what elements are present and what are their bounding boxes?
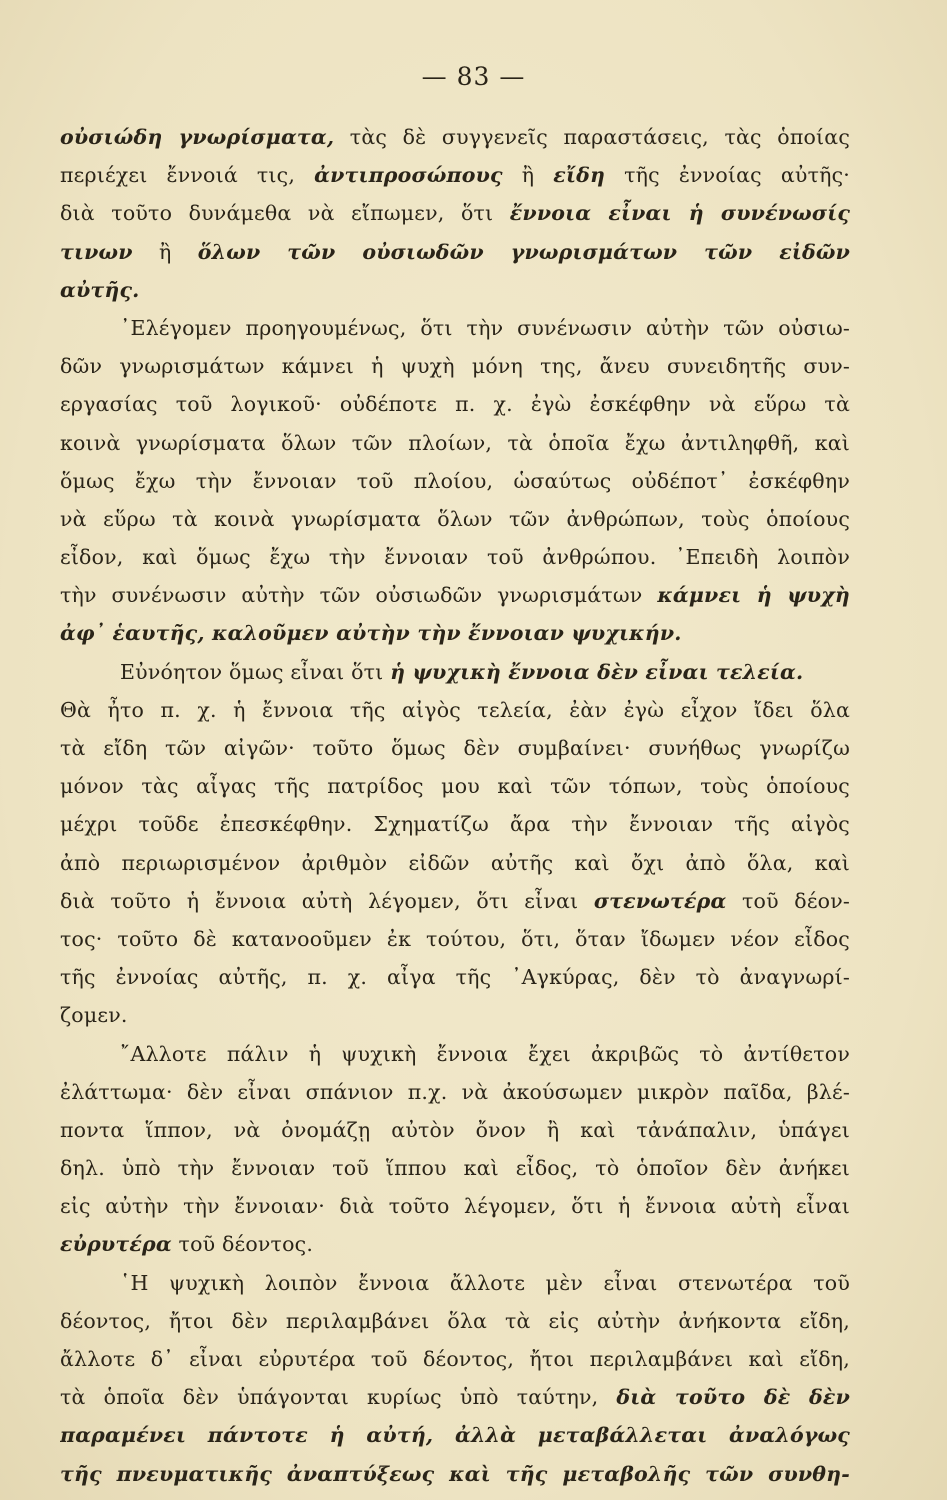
text-line <box>60 1225 850 1263</box>
text-segment: ῎Αλλοτε πάλιν ἡ ψυχικὴ ἔννοια ἔχει ἀκριβῶς τὸ ἀντίθετον <box>120 1041 850 1066</box>
text-segment: ζομεν. <box>60 1003 128 1028</box>
emphasized-text: κάμνει ἡ ψυχὴ <box>657 583 850 608</box>
emphasized-text: τῆς πνευματικῆς ἀναπτύξεως καὶ τῆς μεταβολῆς τῶν συνθη- <box>60 1461 850 1486</box>
emphasized-text: εὐρυτέρα <box>60 1232 172 1257</box>
text-segment: τὴν συνένωσιν αὐτὴν τῶν οὐσιωδῶν γνωρισμάτων <box>60 583 658 608</box>
text-line <box>60 424 850 462</box>
text-segment: εἰς αὐτὴν τὴν ἔννοιαν· διὰ τοῦτο λέγομεν, ὅτι ἡ ἔννοια αὐτὴ εἶναι <box>60 1194 850 1219</box>
emphasized-text: διὰ τοῦτο δὲ δὲν <box>616 1385 850 1410</box>
text-line <box>60 920 850 958</box>
text-line <box>60 385 850 423</box>
text-segment: ᾽Ελέγομεν προηγουμένως, ὅτι τὴν συνένωσιν αὐτὴν τῶν οὐσιω- <box>120 315 850 340</box>
text-segment: ἢ <box>502 163 554 188</box>
emphasized-text: ἔννοια εἶναι ἡ συνένωσίς <box>509 201 850 226</box>
text-line <box>60 538 850 576</box>
emphasized-text: ἀφ᾽ ἑαυτῆς, καλοῦμεν αὐτὴν τὴν ἔννοιαν ψυχικήν. <box>60 621 682 646</box>
text-segment: εἶδον, καὶ ὅμως ἔχω τὴν ἔννοιαν τοῦ ἀνθρώπου. ᾽Επειδὴ λοιπὸν <box>60 545 850 570</box>
text-segment: ὅμως ἔχω τὴν ἔννοιαν τοῦ πλοίου, ὡσαύτως οὐδέποτ᾽ ἐσκέφθην <box>60 468 850 493</box>
emphasized-text: αὐτῆς. <box>60 277 140 302</box>
text-line <box>60 271 850 309</box>
text-line <box>60 156 850 194</box>
text-line <box>60 233 850 271</box>
text-segment: εργασίας τοῦ λογικοῦ· οὐδέποτε π. χ. ἐγὼ ἐσκέφθην νὰ εὕρω τὰ <box>60 392 850 417</box>
text-line <box>60 844 850 882</box>
text-line <box>60 347 850 385</box>
text-line <box>60 309 850 347</box>
text-line <box>60 1035 850 1073</box>
text-line <box>60 614 850 652</box>
emphasized-text: στενωτέρα <box>593 888 727 913</box>
text-line <box>60 729 850 767</box>
text-segment: ῾Η ψυχικὴ λοιπὸν ἔννοια ἄλλοτε μὲν εἶναι στενωτέρα τοῦ <box>120 1270 850 1295</box>
text-line <box>60 691 850 729</box>
text-segment: ποντα ἵππον, νὰ ὀνομάζῃ αὐτὸν ὄνον ἢ καὶ τἀνάπαλιν, ὑπάγει <box>60 1117 850 1142</box>
text-segment: τῆς ἐννοίας αὐτῆς, π. χ. αἶγα τῆς ᾽Αγκύρας, δὲν τὸ ἀναγνωρί- <box>60 965 850 990</box>
text-segment: τὰς δὲ συγγενεῖς παραστάσεις, τὰς ὁποίας <box>334 125 850 149</box>
text-line <box>60 882 850 920</box>
text-segment: τὰ εἴδη τῶν αἰγῶν· τοῦτο ὅμως δὲν συμβαίνει· συνήθως γνωρίζω <box>60 736 850 760</box>
text-line <box>60 1302 850 1340</box>
text-segment: μόνον τὰς αἶγας τῆς πατρίδος μου καὶ τῶν τόπων, τοὺς ὁποίους <box>60 774 850 799</box>
text-line <box>60 653 850 691</box>
emphasized-text: τινων <box>60 239 133 264</box>
emphasized-text: παραμένει πάντοτε ἡ αὐτή, ἀλλὰ μεταβάλλεται ἀναλόγως <box>60 1423 850 1448</box>
text-segment: ἐλάττωμα· δὲν εἶναι σπάνιον π.χ. νὰ ἀκούσωμεν μικρὸν παῖδα, βλέ- <box>60 1079 850 1104</box>
text-line <box>60 118 850 156</box>
text-line <box>60 1378 850 1416</box>
text-segment: τοῦ δέον- <box>726 888 850 913</box>
text-line <box>60 767 850 805</box>
body-text <box>60 118 850 1493</box>
text-line <box>60 958 850 996</box>
text-segment: Θὰ ἦτο π. χ. ἡ ἔννοια τῆς αἰγὸς τελεία, ἐὰν ἐγὼ εἶχον ἴδει ὅλα <box>60 697 850 722</box>
text-line <box>60 1455 850 1493</box>
text-segment: τῆς ἐννοίας αὐτῆς· <box>605 163 850 188</box>
emphasized-text: ἡ ψυχικὴ ἔννοια δὲν εἶναι τελεία. <box>390 659 804 684</box>
text-segment: τοῦ δέοντος. <box>171 1232 314 1257</box>
text-segment: τος· τοῦτο δὲ κατανοοῦμεν ἐκ τούτου, ὅτι, ὅταν ἴδωμεν νέον εἶδος <box>60 926 850 951</box>
emphasized-text: ὅλων τῶν οὐσιωδῶν γνωρισμάτων τῶν εἰδῶν <box>197 239 850 264</box>
text-line <box>60 500 850 538</box>
text-segment: διὰ τοῦτο ἡ ἔννοια αὐτὴ λέγομεν, ὅτι εἶναι <box>60 888 594 913</box>
text-segment: ἄλλοτε δ᾽ εἶναι εὐρυτέρα τοῦ δέοντος, ἤτοι περιλαμβάνει καὶ εἴδη, <box>60 1347 850 1371</box>
text-line <box>60 194 850 232</box>
text-line <box>60 805 850 843</box>
emphasized-text: οὐσιώδη γνωρίσματα, <box>60 125 335 149</box>
text-segment: διὰ τοῦτο δυνάμεθα νὰ εἴπωμεν, ὅτι <box>60 201 510 226</box>
text-segment: κοινὰ γνωρίσματα ὅλων τῶν πλοίων, τὰ ὁποῖα ἔχω ἀντιληφθῆ, καὶ <box>60 430 850 455</box>
text-segment: δέοντος, ἤτοι δὲν περιλαμβάνει ὅλα τὰ εἰς αὐτὴν ἀνήκοντα εἴδη, <box>60 1308 850 1333</box>
text-line <box>60 462 850 500</box>
text-line <box>60 576 850 614</box>
text-segment: μέχρι τοῦδε ἐπεσκέφθην. Σχηματίζω ἄρα τὴν ἔννοιαν τῆς αἰγὸς <box>60 812 850 837</box>
text-segment: Εὐνόητον ὅμως εἶναι ὅτι <box>120 659 391 684</box>
page-number: — 83 — <box>421 62 526 91</box>
text-line <box>60 1073 850 1111</box>
text-line <box>60 1111 850 1149</box>
text-line <box>60 996 850 1034</box>
text-line <box>60 1149 850 1187</box>
text-line <box>60 1187 850 1225</box>
text-segment: τὰ ὁποῖα δὲν ὑπάγονται κυρίως ὑπὸ ταύτην, <box>60 1385 617 1410</box>
text-segment: δῶν γνωρισμάτων κάμνει ἡ ψυχὴ μόνη της, ἄνευ συνειδητῆς συν- <box>60 354 850 379</box>
text-line <box>60 1416 850 1454</box>
text-segment: ἢ <box>132 239 198 264</box>
emphasized-text: ἀντιπροσώπους <box>314 163 503 188</box>
emphasized-text: εἴδη <box>553 163 606 188</box>
text-segment: περιέχει ἔννοιά τις, <box>60 163 315 188</box>
text-line <box>60 1264 850 1302</box>
text-segment: ἀπὸ περιωρισμένον ἀριθμὸν εἰδῶν αὐτῆς καὶ ὄχι ἀπὸ ὅλα, καὶ <box>60 850 850 875</box>
text-segment: δηλ. ὑπὸ τὴν ἔννοιαν τοῦ ἵππου καὶ εἶδος, τὸ ὁποῖον δὲν ἀνήκει <box>60 1156 850 1181</box>
text-line <box>60 1340 850 1378</box>
text-segment: νὰ εὕρω τὰ κοινὰ γνωρίσματα ὅλων τῶν ἀνθρώπων, τοὺς ὁποίους <box>60 506 850 531</box>
